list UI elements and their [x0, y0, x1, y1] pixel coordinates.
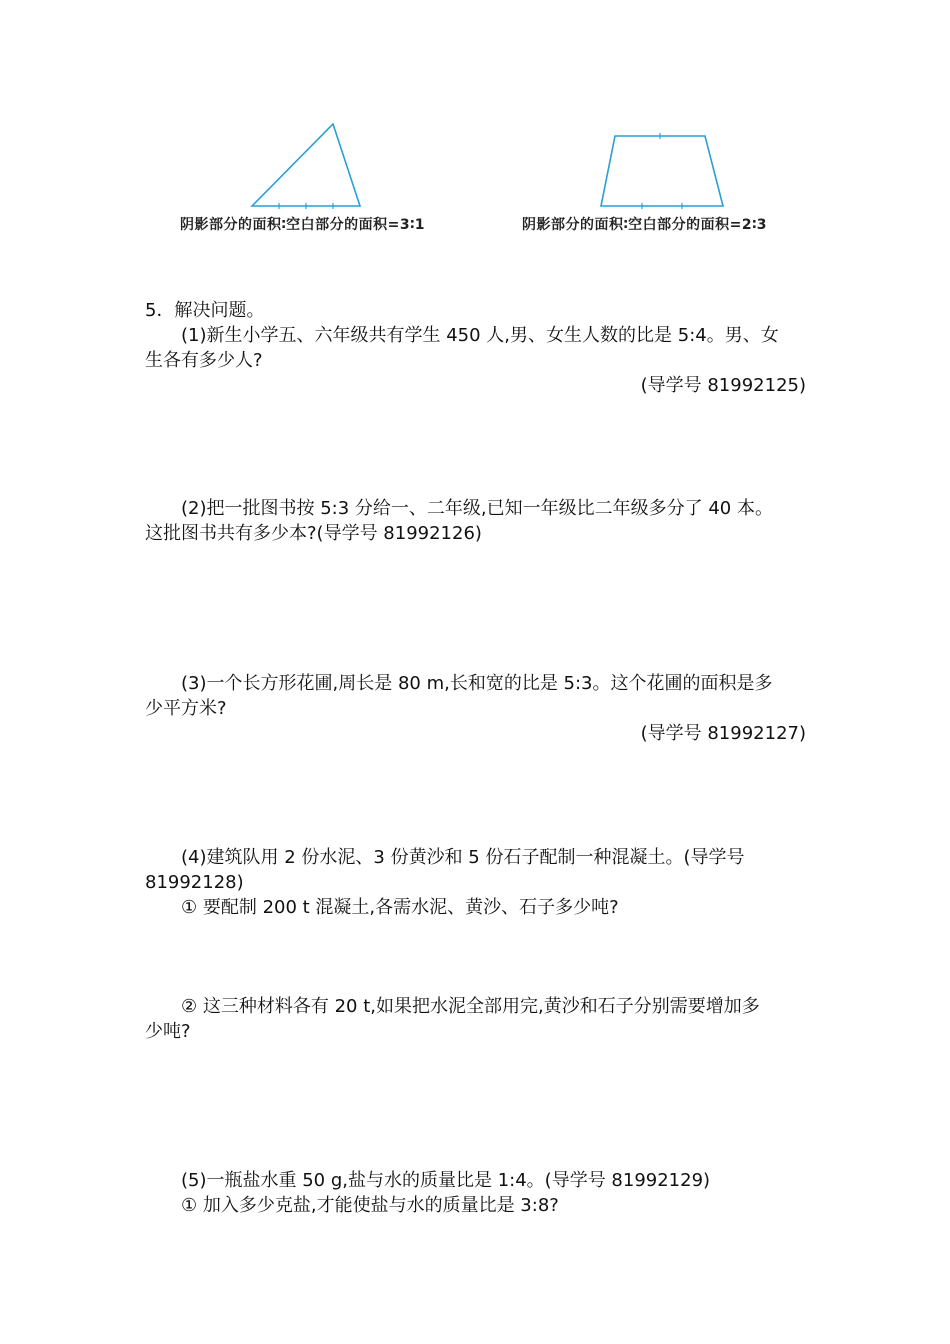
problem-3-ref: (导学号 81992127): [640, 723, 806, 744]
problem-4-line-2: 81992128): [145, 872, 244, 893]
problem-3-line-2: 少平方米?: [145, 698, 227, 719]
problem-1-line-1: (1)新生小学五、六年级共有学生 450 人,男、女生人数的比是 5:4。男、女: [181, 325, 779, 346]
trapezoid-figure: [595, 128, 730, 213]
problem-2-line-2: 这批图书共有多少本?(导学号 81992126): [145, 523, 482, 544]
problem-1-line-2: 生各有多少人?: [145, 350, 263, 371]
problem-3-line-1: (3)一个长方形花圃,周长是 80 m,长和宽的比是 5:3。这个花圃的面积是多: [181, 673, 773, 694]
problem-1-ref: (导学号 81992125): [640, 375, 806, 396]
problem-5-line-1: (5)一瓶盐水重 50 g,盐与水的质量比是 1:4。(导学号 81992129): [181, 1170, 711, 1191]
right-figure-caption: 阴影部分的面积∶空白部分的面积=2∶3: [522, 217, 767, 233]
section-heading: 5．解决问题。: [145, 300, 265, 321]
problem-4-sub-2-line-1: ② 这三种材料各有 20 t,如果把水泥全部用完,黄沙和石子分别需要增加多: [181, 996, 760, 1017]
left-figure-caption: 阴影部分的面积∶空白部分的面积=3∶1: [180, 217, 425, 233]
problem-5-sub-1: ① 加入多少克盐,才能使盐与水的质量比是 3:8?: [181, 1195, 559, 1216]
triangle-figure: [245, 118, 370, 213]
problem-4-line-1: (4)建筑队用 2 份水泥、3 份黄沙和 5 份石子配制一种混凝土。(导学号: [181, 847, 745, 868]
problem-4-sub-1: ① 要配制 200 t 混凝土,各需水泥、黄沙、石子多少吨?: [181, 897, 619, 918]
problem-2-line-1: (2)把一批图书按 5:3 分给一、二年级,已知一年级比二年级多分了 40 本。: [181, 498, 773, 519]
problem-4-sub-2-line-2: 少吨?: [145, 1021, 191, 1042]
